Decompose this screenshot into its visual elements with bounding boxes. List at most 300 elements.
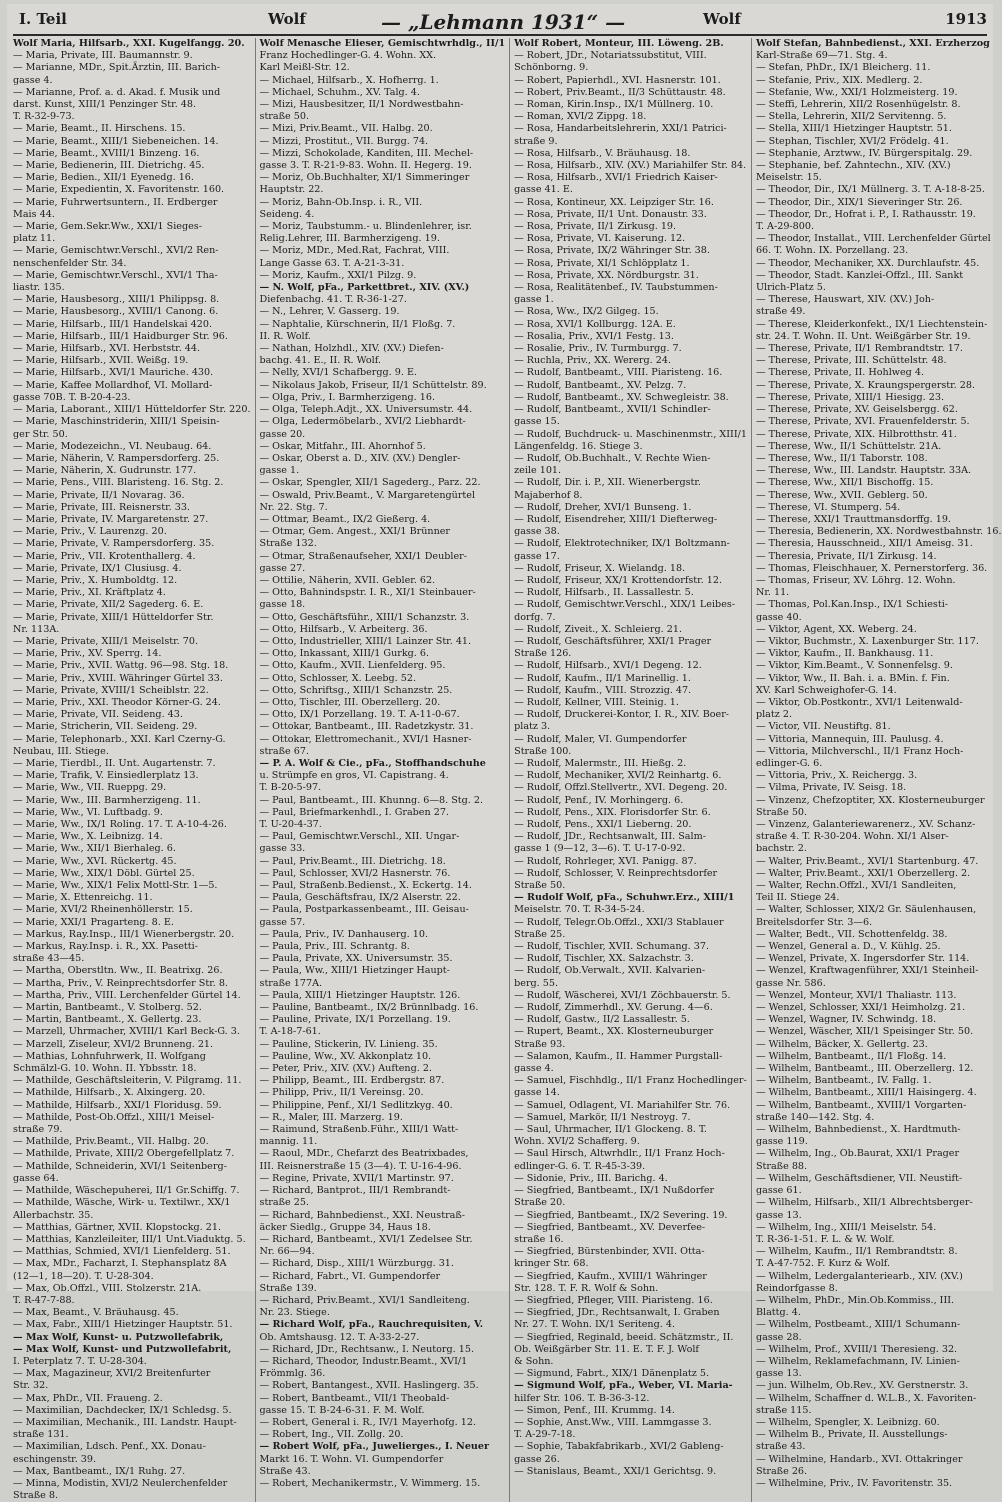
directory-entry: Markt 16. T. Wohn. VI. Gumpendorfer bbox=[259, 1453, 444, 1465]
directory-entry: — Moriz, Ob.Buchhalter, XI/1 Simmeringer bbox=[259, 172, 470, 184]
directory-entry: — Marie, Private, IX/1 Clusiusg. 4. bbox=[13, 562, 182, 574]
directory-entry: — Raoul, MDr., Chefarzt des Beatrixbades, bbox=[259, 1148, 469, 1160]
directory-entry: — Oskar, Spengler, XII/1 Sagederg., Parz. 22. bbox=[259, 477, 481, 489]
directory-entry: — Therese, Private, XIX. Hilbrotthstr. 41. bbox=[755, 428, 957, 440]
directory-entry: gasse 1 (9—12, 3—6). T. U-17-0-92. bbox=[514, 843, 686, 855]
directory-entry: gasse 26. bbox=[514, 1453, 560, 1465]
directory-entry: Straße 88. bbox=[755, 1160, 808, 1172]
directory-entry: — Rupert, Beamt., XX. Klosterneuburger bbox=[514, 1026, 714, 1038]
directory-entry: — Marie, Hilfsarb., XVI. Herbststr. 44. bbox=[13, 343, 201, 355]
directory-entry: — Therese, Private, XV. Geiselsbergg. 62. bbox=[755, 404, 958, 416]
directory-entry: — Richard, Bantbeamt., XVI/1 Zedelsee Str. bbox=[259, 1233, 473, 1245]
directory-entry: — Marie, Priv., VII. Krotenthallerg. 4. bbox=[13, 550, 196, 562]
directory-entry: Str. 128. T. F. R. Wolf & Sohn. bbox=[514, 1282, 659, 1294]
column-2 bbox=[255, 38, 506, 1502]
directory-entry: — Nathan, Holzhdl., XIV. (XV.) Diefen- bbox=[259, 343, 444, 355]
directory-entry: — Robert Wolf, pFa., Juwelierges., I. Neuer bbox=[259, 1441, 490, 1453]
directory-entry: gasse 40. bbox=[755, 611, 802, 623]
directory-entry: — Viktor, Kim.Beamt., V. Sonnenfelsg. 9. bbox=[755, 660, 953, 672]
directory-entry: straße 43—45. bbox=[13, 953, 85, 965]
directory-entry: T. R-47-7-88. bbox=[13, 1294, 75, 1306]
directory-entry: — Marie, Bedien., XII/1 Eyenedg. 16. bbox=[13, 172, 194, 184]
directory-entry: — Raimund, Straßenb.Führ., XIII/1 Watt- bbox=[259, 1124, 459, 1136]
directory-entry: — Marie, Näherin, X. Gudrunstr. 177. bbox=[13, 465, 197, 477]
directory-entry: — Stella, XIII/1 Hietzinger Hauptstr. 51. bbox=[755, 123, 952, 135]
directory-entry: Straße 139. bbox=[259, 1282, 317, 1294]
directory-entry: — Otto, Bahnindspstr. I. R., XI/1 Steinbauer- bbox=[259, 587, 476, 599]
directory-entry: T. A-29-800. bbox=[755, 221, 815, 233]
directory-entry: — Marie, Maschinstriderin, XIII/1 Speisin- bbox=[13, 416, 220, 428]
directory-entry: — Rudolf, Penf., IV. Morhingerg. 6. bbox=[514, 794, 684, 806]
directory-entry: — Wenzel, Schlosser, XXI/1 Heimholzg. 21. bbox=[755, 1002, 966, 1014]
directory-entry: — Marie, Private, III. Reisnerstr. 33. bbox=[13, 501, 190, 513]
directory-entry: — Nelly, XVI/1 Schafbergg. 9. E. bbox=[259, 367, 417, 379]
directory-entry: — Robert, JDr., Notariatssubstitut, VIII. bbox=[514, 50, 707, 62]
directory-entry: — Rudolf, JDr., Rechtsanwalt, III. Salm- bbox=[514, 831, 706, 843]
directory-entry: — Marie, Ww., XVI. Rückertg. 45. bbox=[13, 855, 177, 867]
directory-entry: — Wilhelm, Reklamefachmann, IV. Linien- bbox=[755, 1355, 960, 1367]
directory-entry: — Robert, Priv.Beamt., II/3 Schüttaustr. 48. bbox=[514, 86, 726, 98]
directory-entry: straße 50. bbox=[259, 111, 310, 123]
directory-entry: — Therese, Private, XIII/1 Hiesigg. 23. bbox=[755, 391, 945, 403]
column-3 bbox=[509, 38, 747, 1502]
directory-entry: — Marie, Hausbesorg., XIII/1 Philippsg. 8. bbox=[13, 294, 220, 306]
directory-entry: edlinger-G. 6. bbox=[755, 757, 823, 769]
directory-entry: Straße 126. bbox=[514, 648, 572, 660]
directory-entry: — Olga, Teleph.Adjt., XX. Universumstr. 44. bbox=[259, 404, 473, 416]
directory-entry: Straße 93. bbox=[514, 1038, 566, 1050]
directory-entry: — Marie, Trafik, V. Einsiedlerplatz 13. bbox=[13, 770, 199, 782]
directory-entry: — Moriz, Taubstumm.- u. Blindenlehrer, isr. bbox=[259, 221, 472, 233]
directory-entry: — Robert, Ing., VII. Zollg. 20. bbox=[259, 1429, 404, 1441]
directory-entry: — Wenzel, Kraftwagenführer, XXI/1 Steinheil- bbox=[755, 965, 979, 977]
directory-entry: — Viktor, Kaufm., II. Bankhausg. 11. bbox=[755, 648, 934, 660]
directory-entry: — Maria, Private, III. Baumannstr. 9. bbox=[13, 50, 193, 62]
directory-entry: — Rosa, Private, IX/2 Währinger Str. 38. bbox=[514, 245, 710, 257]
directory-entry: Lange Gasse 63. T. A-21-3-31. bbox=[259, 257, 405, 269]
directory-entry: — Wilhelm, Ing., XIII/1 Meiselstr. 54. bbox=[755, 1221, 937, 1233]
directory-entry: — Rosa, Realitätenbef., IV. Taubstummen- bbox=[514, 282, 718, 294]
directory-entry: — Theresia, Private, II/1 Zirkusg. 14. bbox=[755, 550, 937, 562]
directory-entry: — Siegfried, Bantbeamt., IX/2 Severing. 19. bbox=[514, 1209, 728, 1221]
directory-entry: — Max, Fabr., XIII/1 Hietzinger Hauptstr. 51. bbox=[13, 1319, 233, 1331]
directory-entry: — Paul, Bantbeamt., III. Khunng. 6—8. Stg. 2. bbox=[259, 794, 484, 806]
directory-entry: Nr. 66—94. bbox=[259, 1246, 315, 1258]
directory-entry: — Rudolf, Bantbeamt., XVII/1 Schindler- bbox=[514, 404, 711, 416]
directory-entry: — Robert, Bantbeamt., VII/1 Theobald- bbox=[259, 1392, 450, 1404]
directory-entry: — Minna, Modistin, XVI/2 Neulerchenfelder bbox=[13, 1477, 228, 1489]
directory-entry: — Marie, Hilfsarb., III/1 Handelskai 420. bbox=[13, 318, 213, 330]
directory-entry: Nr. 11. bbox=[755, 587, 790, 599]
directory-entry: gasse 119. bbox=[755, 1136, 808, 1148]
directory-entry: straße 140—142. Stg. 4. bbox=[755, 1111, 875, 1123]
directory-entry: — Robert, Papierhdl., XVI. Hasnerstr. 101. bbox=[514, 74, 721, 86]
directory-entry: — Moriz, Bahn-Ob.Insp. i. R., VII. bbox=[259, 196, 423, 208]
directory-entry: — Paula, Postparkassenbeamt., III. Geisau- bbox=[259, 904, 469, 916]
directory-entry: Wolf Maria, Hilfsarb., XXI. Kugelfangg. 20. bbox=[13, 38, 245, 49]
directory-entry: — Paul, Gemischtwr.Verschl., XII. Ungar- bbox=[259, 831, 460, 843]
directory-entry: — Samuel, Odlagent, VI. Mariahilfer Str. 76. bbox=[514, 1099, 731, 1111]
directory-entry: — Robert, Mechanikermstr., V. Wimmerg. 15. bbox=[259, 1477, 481, 1489]
directory-entry: — Wilhelm, Bantbeamt., III. Oberzellerg. 12. bbox=[755, 1063, 974, 1075]
directory-entry: Straße 25. bbox=[514, 928, 566, 940]
directory-entry: — Vittoria, Milchverschl., II/1 Franz Hoch- bbox=[755, 745, 964, 757]
directory-entry: — Wilhelm, Bantbeamt., XIII/1 Haisingerg. 4. bbox=[755, 1087, 977, 1099]
directory-entry: Ob. Amtshausg. 12. T. A-33-2-27. bbox=[259, 1331, 420, 1343]
directory-entry: — Martin, Bantbeamt., X. Gellertg. 23. bbox=[13, 1014, 202, 1026]
directory-entry: gasse 28. bbox=[755, 1331, 802, 1343]
directory-entry: — Vittoria, Priv., X. Reichergg. 3. bbox=[755, 770, 918, 782]
directory-entry: — Philipp, Priv., II/1 Vereinsg. 20. bbox=[259, 1087, 424, 1099]
directory-entry: — Mizi, Hausbesitzer, II/1 Nordwestbahn- bbox=[259, 99, 464, 111]
directory-entry: — Therese, Kleiderkonfekt., IX/1 Liechtenstein- bbox=[755, 318, 988, 330]
directory-entry: — Wilhelm, Spengler, X. Leibnizg. 60. bbox=[755, 1416, 940, 1428]
directory-entry: gasse Nr. 586. bbox=[755, 977, 826, 989]
directory-entry: — Rudolf, Ob.Buchhalt., V. Rechte Wien- bbox=[514, 452, 711, 464]
directory-entry: — Rosa, Private, XI/1 Schlöpplatz 1. bbox=[514, 257, 690, 269]
directory-entry: — Robert, Bantangest., XVII. Haslingerg. 35. bbox=[259, 1380, 479, 1392]
directory-entry: — Wilhelm, Bahnbedienst., X. Hardtmuth- bbox=[755, 1124, 961, 1136]
directory-entry: Straße 43. bbox=[259, 1465, 311, 1477]
directory-entry: — Otto, Kaufm., XVII. Lienfelderg. 95. bbox=[259, 660, 446, 672]
directory-entry: Wolf Stefan, Bahnbedienst., XXI. Erzherzog bbox=[755, 38, 990, 49]
directory-entry: Straße 8. bbox=[13, 1490, 59, 1502]
directory-entry: — Walter, Rechn.Offzl., XVI/1 Sandleiten, bbox=[755, 880, 957, 892]
directory-entry: platz 11. bbox=[13, 233, 56, 245]
directory-entry: — Max, Bantbeamt., IX/1 Ruhg. 27. bbox=[13, 1465, 186, 1477]
column-4 bbox=[751, 38, 1002, 1502]
directory-entry: — Rosa, Hilfsarb., XVI/1 Friedrich Kaiser- bbox=[514, 172, 718, 184]
entry-columns bbox=[13, 38, 1002, 1502]
directory-entry: — Theodor, Mechaniker, XX. Durchlaufstr. 45. bbox=[755, 257, 980, 269]
directory-entry: — Theodor, Dir., XIX/1 Sieveringer Str. 26. bbox=[755, 196, 963, 208]
directory-entry: — Marie, Private, II/1 Novarag. 36. bbox=[13, 489, 185, 501]
directory-entry: — Wilhelmine, Handarb., XVI. Ottakringer bbox=[755, 1453, 963, 1465]
directory-entry: Straße 132. bbox=[259, 538, 317, 550]
directory-entry: gasse 61. bbox=[755, 1185, 802, 1197]
directory-entry: — Vittoria, Mannequin, III. Paulusg. 4. bbox=[755, 733, 944, 745]
directory-entry: Nr. 23. Stiege. bbox=[259, 1307, 330, 1319]
directory-entry: — Rudolf, Eisendreher, XIII/1 Diefterweg- bbox=[514, 513, 718, 525]
directory-entry: Meiselstr. 70. T. R-34-5-24. bbox=[514, 904, 645, 916]
directory-entry: — Otmar, Gem. Angest., XXI/1 Brünner bbox=[259, 526, 451, 538]
directory-entry: — Richard, Disp., XIII/1 Würzburgg. 31. bbox=[259, 1258, 454, 1270]
directory-entry: — Viktor, Ob.Postkontr., XVI/1 Leitenwald- bbox=[755, 696, 963, 708]
directory-entry: — Rudolf, Gastw., II/2 Lassallestr. 5. bbox=[514, 1014, 690, 1026]
directory-entry: — Markus, Ray.Insp., III/1 Wienerbergstr. 20. bbox=[13, 928, 235, 940]
directory-entry: — Marie, Bedienerin, III. Dietrichg. 45. bbox=[13, 160, 205, 172]
directory-entry: — Richard, Priv.Beamt., XVI/1 Sandleiteng. bbox=[259, 1294, 470, 1306]
directory-entry: — Rudolf, Friseur, XX/1 Krottendorfstr. 12. bbox=[514, 574, 723, 586]
directory-entry: — Rudolf, Kaufm., II/1 Marinellig. 1. bbox=[514, 672, 691, 684]
directory-entry: str. 24. T. Wohn. II. Unt. Weißgärber Str. 19. bbox=[755, 330, 971, 342]
directory-entry: — Theresia, Hausschneid., XII/1 Ameisg. 31. bbox=[755, 538, 973, 550]
directory-entry: — Theodor, Dir., IX/1 Müllnerg. 3. T. A-18-8-25. bbox=[755, 184, 985, 196]
directory-entry: bachstr. 2. bbox=[755, 843, 807, 855]
directory-entry: — Marie, Private, XIII/1 Meiselstr. 70. bbox=[13, 635, 198, 647]
directory-entry: — Wilhelm, Postbeamt., XIII/1 Schumann- bbox=[755, 1319, 961, 1331]
directory-entry: — Naphtalie, Kürschnerin, II/1 Floßg. 7. bbox=[259, 318, 456, 330]
directory-entry: — Therese, Ww., II/1 Taborstr. 108. bbox=[755, 452, 928, 464]
directory-entry: — Victor, VII. Neustiftg. 81. bbox=[755, 721, 891, 733]
directory-entry: — Michael, Hilfsarb., X. Hofherrg. 1. bbox=[259, 74, 439, 86]
directory-entry: Straße 50. bbox=[514, 880, 566, 892]
directory-entry: — Ottokar, Elettromechanit., XVI/1 Hasner- bbox=[259, 733, 472, 745]
directory-entry: — Wilhelm, Ledergalanteriearb., XIV. (XV.) bbox=[755, 1270, 963, 1282]
directory-entry: — Stefanie, Priv., XIX. Medlerg. 2. bbox=[755, 74, 923, 86]
directory-entry: — Sophie, Tabakfabrikarb., XVI/2 Gableng- bbox=[514, 1441, 724, 1453]
directory-entry: — Max, Magazineur, XVI/2 Breitenfurter bbox=[13, 1368, 211, 1380]
directory-entry: gasse 14. bbox=[514, 1087, 560, 1099]
directory-entry: gasse 27. bbox=[259, 562, 306, 574]
directory-entry: — Sophie, Anst.Ww., VIII. Lammgasse 3. bbox=[514, 1416, 712, 1428]
directory-entry: — Marie, Telephonarb., XXI. Karl Czerny-G. bbox=[13, 733, 226, 745]
directory-entry: — Marie, Hilfsarb., XVI/1 Mauriche. 430. bbox=[13, 367, 214, 379]
directory-entry: — Walter, Schlosser, XIX/2 Gr. Säulenhausen, bbox=[755, 904, 977, 916]
directory-entry: — Siegfried, Bantbeamt., XV. Deverfee- bbox=[514, 1221, 706, 1233]
directory-entry: — Wenzel, Wagner, IV. Schwindg. 18. bbox=[755, 1014, 937, 1026]
directory-entry: — Mathilde, Schneiderin, XVI/1 Seitenberg- bbox=[13, 1160, 227, 1172]
directory-entry: — Paul, Schlosser, XVI/2 Hasnerstr. 76. bbox=[259, 867, 451, 879]
directory-entry: — Richard, Bantprot., III/1 Rembrandt- bbox=[259, 1185, 451, 1197]
directory-entry: — Paula, XIII/1 Hietzinger Hauptstr. 126. bbox=[259, 989, 461, 1001]
directory-entry: — Maximilian, Ldsch. Penf., XX. Donau- bbox=[13, 1441, 206, 1453]
directory-entry: — Rosa, Private, XX. Nördburgstr. 31. bbox=[514, 269, 699, 281]
part-label: I. Teil bbox=[19, 10, 67, 28]
directory-entry: — Marie, Private, XVIII/1 Scheiblstr. 22. bbox=[13, 684, 209, 696]
directory-entry: Blattg. 4. bbox=[755, 1307, 801, 1319]
directory-entry: eschingenstr. 39. bbox=[13, 1453, 97, 1465]
directory-entry: — Paula, Geschäftsfrau, IX/2 Alserstr. 22. bbox=[259, 892, 461, 904]
directory-entry: gasse 33. bbox=[259, 843, 306, 855]
directory-entry: — Matthias, Kanzleileiter, III/1 Unt.Viaduktg. 5. bbox=[13, 1233, 246, 1245]
directory-entry: — Marie, Gem.Sekr.Ww., XXI/1 Sieges- bbox=[13, 221, 202, 233]
directory-entry: — Otmar, Straßenaufseher, XXI/1 Deubler- bbox=[259, 550, 467, 562]
directory-entry: — Max, PhDr., VII. Fraueng. 2. bbox=[13, 1392, 163, 1404]
directory-entry: — Wilhelm, Bäcker, X. Gellertg. 23. bbox=[755, 1038, 928, 1050]
directory-entry: — Therese, Private, XVI. Frauenfelderstr. 5. bbox=[755, 416, 970, 428]
directory-entry: — Ottilie, Näherin, XVII. Gebler. 62. bbox=[259, 574, 436, 586]
directory-entry: Allerbachstr. 35. bbox=[13, 1209, 94, 1221]
directory-entry: — Richard, Fabrt., VI. Gumpendorfer bbox=[259, 1270, 441, 1282]
directory-entry: gasse 4. bbox=[13, 74, 53, 86]
directory-entry: — Marie, XXI/1 Pragarteng. 8. E. bbox=[13, 916, 174, 928]
directory-entry: — Marzell, Uhrmacher, XVIII/1 Karl Beck-G. 3. bbox=[13, 1026, 240, 1038]
directory-entry: — Rosa, Hilfsarb., V. Bräuhausg. 18. bbox=[514, 147, 691, 159]
directory-entry: — Marie, Hausbesorg., XVIII/1 Canong. 6. bbox=[13, 306, 219, 318]
directory-entry: Karl Meißl-Str. 12. bbox=[259, 62, 350, 74]
directory-entry: — Rosalie, Priv., IV. Turmburgg. 7. bbox=[514, 343, 682, 355]
directory-entry: — Rosa, Private, II/1 Unt. Donaustr. 33. bbox=[514, 208, 707, 220]
directory-entry: — Vinzenz, Chefzoptiter, XX. Klosterneuburger bbox=[755, 794, 985, 806]
directory-entry: — Rosa, Kontineur, XX. Leipziger Str. 16. bbox=[514, 196, 714, 208]
directory-entry: äcker Siedlg., Gruppe 34, Haus 18. bbox=[259, 1221, 431, 1233]
directory-entry: — Marie, Modezeichn., VI. Neubaug. 64. bbox=[13, 440, 212, 452]
directory-entry: Straße 20. bbox=[514, 1197, 566, 1209]
directory-entry: Breitelsdorfer Str. 3—6. bbox=[755, 916, 873, 928]
directory-entry: — Moriz, Kaufm., XXI/1 Pilzg. 9. bbox=[259, 269, 417, 281]
directory-entry: — Otto, Schlosser, X. Leebg. 52. bbox=[259, 672, 417, 684]
directory-entry: — Rudolf, Tischler, XX. Salzachstr. 3. bbox=[514, 953, 694, 965]
directory-entry: — Mathilde, Priv.Beamt., VII. Halbg. 20. bbox=[13, 1136, 209, 1148]
directory-entry: gasse 57. bbox=[259, 916, 306, 928]
directory-entry: — Walter, Priv.Beamt., XXI/1 Oberzellerg. 2. bbox=[755, 867, 971, 879]
directory-entry: — Max, Ob.Offzl., VIII. Stolzerstr. 21A. bbox=[13, 1282, 202, 1294]
directory-entry: — Wilhelm, PhDr., Min.Ob.Kommiss., III. bbox=[755, 1294, 955, 1306]
directory-entry: — Philippine, Penf., XI/1 Sedlitzkyg. 40. bbox=[259, 1099, 453, 1111]
directory-entry: — Sigmund Wolf, pFa., Weber, VI. Maria- bbox=[514, 1380, 733, 1392]
directory-entry: — Roman, XVI/2 Zippg. 18. bbox=[514, 111, 647, 123]
directory-entry: — N., Lehrer, V. Gasserg. 19. bbox=[259, 306, 400, 318]
directory-entry: — Matthias, Schmied, XVI/1 Lienfelderg. 51. bbox=[13, 1246, 231, 1258]
directory-entry: — Markus, Ray.Insp. i. R., XX. Pasetti- bbox=[13, 941, 198, 953]
directory-entry: — Peter, Priv., XIV. (XV.) Aufteng. 2. bbox=[259, 1063, 432, 1075]
directory-entry: gasse 41. E. bbox=[514, 184, 573, 196]
directory-entry: — Marie, XVI/2 Rheinenhöllerstr. 15. bbox=[13, 904, 193, 916]
directory-entry: & Sohn. bbox=[514, 1355, 554, 1367]
directory-entry: — Paula, Ww., XIII/1 Hietzinger Haupt- bbox=[259, 965, 450, 977]
directory-entry: — Saul Hirsch, Altwrhdlr., II/1 Franz Hoch- bbox=[514, 1148, 725, 1160]
directory-entry: dorfg. 7. bbox=[514, 611, 556, 623]
directory-entry: — Marie, Priv., XV. Sperrg. 14. bbox=[13, 648, 162, 660]
directory-entry: — Max, Beamt., V. Bräuhausg. 45. bbox=[13, 1307, 179, 1319]
directory-entry: straße 177A. bbox=[259, 977, 323, 989]
directory-entry: — Marie, Näherin, V. Rampersdorferg. 25. bbox=[13, 452, 220, 464]
directory-entry: — Wilhelm, Geschäftsdiener, VII. Neustift- bbox=[755, 1172, 963, 1184]
directory-entry: (12—1, 18—20). T. U-28-304. bbox=[13, 1270, 154, 1282]
directory-entry: — Therese, Private, X. Kraungspergerstr. 28. bbox=[755, 379, 975, 391]
directory-entry: kringer Str. 68. bbox=[514, 1258, 589, 1270]
directory-entry: gasse 64. bbox=[13, 1172, 59, 1184]
directory-entry: — Richard, JDr., Rechtsanw., I. Neutorg. 15. bbox=[259, 1343, 474, 1355]
directory-entry: — Walter, Priv.Beamt., XVI/1 Startenburg. 47. bbox=[755, 855, 979, 867]
directory-entry: — Theodor, Stadt. Kanzlei-Offzl., III. Sankt bbox=[755, 269, 964, 281]
directory-entry: — Rudolf, Buchdruck- u. Maschinenmstr., XIII/1 bbox=[514, 428, 747, 440]
directory-entry: — Mizzi, Prostitut., VII. Burgg. 74. bbox=[259, 135, 429, 147]
directory-entry: — Mathias, Lohnfuhrwerk, II. Wolfgang bbox=[13, 1050, 206, 1062]
directory-entry: — Rudolf, Maler, VI. Gumpendorfer bbox=[514, 733, 687, 745]
directory-entry: platz 3. bbox=[514, 721, 551, 733]
directory-entry: — Marie, Gemischtwr.Verschl., XVI/1 Tha- bbox=[13, 269, 218, 281]
directory-entry: — Rudolf, Pens., XXI/1 Lieberng. 20. bbox=[514, 819, 692, 830]
directory-entry: — Maria, Laborant., XIII/1 Hütteldorfer Str. 220. bbox=[13, 404, 251, 416]
directory-entry: Straße 50. bbox=[755, 806, 808, 818]
directory-entry: — Vilma, Private, IV. Seisg. 18. bbox=[755, 782, 907, 794]
directory-entry: — Thomas, Friseur, XV. Löhrg. 12. Wohn. bbox=[755, 574, 956, 586]
directory-entry: Nr. 27. T. Wohn. IX/1 Seriteng. 4. bbox=[514, 1319, 676, 1331]
directory-title: — „Lehmann 1931“ — bbox=[381, 10, 626, 34]
directory-entry: — Otto, Tischler, III. Oberzellerg. 20. bbox=[259, 696, 441, 708]
directory-entry: liastr. 135. bbox=[13, 282, 65, 294]
directory-entry: — Marie, Private, IV. Margaretenstr. 27. bbox=[13, 513, 209, 525]
directory-entry: — Wilhelm B., Private, II. Ausstellungs- bbox=[755, 1429, 948, 1441]
directory-entry: — Mathilde, Geschäftsleiterin, V. Pilgramg. 11. bbox=[13, 1075, 242, 1087]
directory-entry: — Rudolf, Bantbeamt., XV. Pelzg. 7. bbox=[514, 379, 687, 391]
directory-entry: T. A-47-752. F. Kurz & Wolf. bbox=[755, 1258, 891, 1270]
directory-entry: — Paula, Priv., IV. Danhauserg. 10. bbox=[259, 928, 429, 940]
directory-entry: — Rudolf, Telegr.Ob.Offzl., XXI/3 Stablauer bbox=[514, 916, 724, 928]
directory-entry: II. R. Wolf. bbox=[259, 330, 311, 342]
directory-entry: Neubau, III. Stiege. bbox=[13, 745, 109, 757]
column-1 bbox=[13, 38, 251, 1502]
directory-entry: — Stanislaus, Beamt., XXI/1 Gerichtsg. 9. bbox=[514, 1465, 717, 1477]
directory-entry: — Siegfried, Bürstenbinder, XVII. Otta- bbox=[514, 1246, 705, 1258]
directory-entry: — Simon, Penf., III. Krummg. 14. bbox=[514, 1404, 675, 1416]
directory-entry: — Oskar, Mitfahr., III. Ahornhof 5. bbox=[259, 440, 426, 452]
directory-entry: — Roman, Kirin.Insp., IX/1 Müllnerg. 10. bbox=[514, 99, 714, 111]
directory-entry: — Olga, Priv., I. Barmherzigeng. 16. bbox=[259, 391, 436, 403]
directory-entry: — Therese, Hauswart, XIV. (XV.) Joh- bbox=[755, 294, 935, 306]
directory-entry: — Marie, X. Ettenreichg. 11. bbox=[13, 892, 153, 904]
directory-entry: — Oskar, Oberst a. D., XIV. (XV.) Dengler- bbox=[259, 452, 461, 464]
directory-entry: — Siegfried, JDr., Rechtsanwalt, I. Graben bbox=[514, 1307, 720, 1319]
directory-entry: — Mizzi, Schokolade, Kanditen, III. Mechel- bbox=[259, 147, 474, 159]
directory-entry: — R., Maler, III. Marzerg. 19. bbox=[259, 1111, 403, 1123]
directory-entry: straße 25. bbox=[259, 1197, 310, 1209]
directory-entry: — Ottmar, Beamt., IX/2 Gießerg. 4. bbox=[259, 513, 431, 525]
directory-entry: — Marie, Stricherin, VII. Seideng. 29. bbox=[13, 721, 198, 733]
directory-entry: — Rosa, Ww., IX/2 Gilgeg. 15. bbox=[514, 306, 659, 318]
directory-entry: — Mathilde, Private, XIII/2 Obergefellplatz 7. bbox=[13, 1148, 235, 1160]
directory-entry: — Marie, Private, VII. Seideng. 43. bbox=[13, 709, 183, 721]
directory-entry: — Robert, General i. R., IV/1 Mayerhofg. 12. bbox=[259, 1416, 477, 1428]
directory-entry: — Marie, Hilfsarb., XVII. Weißg. 19. bbox=[13, 355, 189, 367]
directory-entry: — Stephanie, bef. Zahntechn., XIV. (XV.) bbox=[755, 160, 951, 172]
directory-entry: Majaberhof 8. bbox=[514, 489, 583, 501]
directory-entry: Nr. 113A. bbox=[13, 623, 60, 635]
directory-entry: — Rudolf, Elektrotechniker, IX/1 Boltzmann- bbox=[514, 538, 730, 550]
directory-entry: — Rudolf, Schlosser, V. Reinprechtsdorfer bbox=[514, 867, 718, 879]
directory-entry: — Viktor, Agent, XX. Weberg. 24. bbox=[755, 623, 917, 635]
directory-entry: 66. T. Wohn. IX. Porzellang. 23. bbox=[755, 245, 909, 257]
directory-entry: — Rosa, XVI/1 Kollburgg. 12A. E. bbox=[514, 318, 676, 330]
directory-entry: — Rudolf, Bantbeamt., VIII. Piaristeng. 16. bbox=[514, 367, 723, 379]
directory-entry: — Wilhelm, Bantbeamt., II/1 Floßg. 14. bbox=[755, 1050, 947, 1062]
directory-entry: gasse 20. bbox=[259, 428, 306, 440]
directory-entry: — Thomas, Fleischhauer, X. Pernerstorferg. 36. bbox=[755, 562, 988, 574]
directory-entry: — Viktor, Buchmstr., X. Laxenburger Str. 117. bbox=[755, 635, 979, 647]
directory-entry: gasse 1. bbox=[259, 465, 300, 477]
directory-entry: — Max, MDr., Facharzt, I. Stephansplatz 8A bbox=[13, 1258, 227, 1270]
directory-entry: Seideng. 4. bbox=[259, 208, 315, 220]
directory-entry: — Therese, XXI/1 Trauttmansdorffg. 19. bbox=[755, 513, 951, 525]
directory-entry: straße 131. bbox=[13, 1429, 69, 1441]
directory-entry: Ob. Weißgärber Str. 11. E. T. F. J. Wolf bbox=[514, 1343, 699, 1355]
directory-entry: — Rudolf, Dir. i. P., XII. Wienerbergstr. bbox=[514, 477, 701, 489]
directory-entry: Relig.Lehrer, III. Barmherzigeng. 19. bbox=[259, 233, 440, 245]
directory-entry: Meiselstr. 15. bbox=[755, 172, 822, 184]
directory-entry: — Rosa, Private, VI. Kaiserung. 12. bbox=[514, 233, 686, 245]
directory-entry: Karl-Straße 69—71. Stg. 4. bbox=[755, 50, 888, 62]
directory-entry: — Olga, Ledermöbelarb., XVI/2 Liebhardt- bbox=[259, 416, 466, 428]
directory-entry: — Marie, Ww., VII. Rueppg. 29. bbox=[13, 782, 167, 794]
running-head-left: Wolf bbox=[268, 10, 306, 28]
directory-entry: — Wenzel, Wäscher, XII/1 Speisinger Str. 50. bbox=[755, 1026, 974, 1038]
directory-entry: — Therese, Ww., II/1 Schüttelstr. 21A. bbox=[755, 440, 942, 452]
directory-entry: — Marie, Priv., XVII. Wattg. 96—98. Stg. 18. bbox=[13, 660, 229, 672]
directory-entry: — Theodor, Installat., VIII. Lerchenfelder Gürtel bbox=[755, 233, 991, 245]
directory-entry: — N. Wolf, pFa., Parkettbret., XIV. (XV.) bbox=[259, 282, 470, 294]
directory-entry: — Philipp, Beamt., III. Erdbergstr. 87. bbox=[259, 1075, 445, 1087]
directory-entry: — Moriz, MDr., Med.Rat, Fachrat, VIII. bbox=[259, 245, 450, 257]
directory-page bbox=[7, 4, 1002, 1502]
directory-entry: — Wilhelm, Schaffner d. W.L.B., X. Favoriten- bbox=[755, 1392, 977, 1404]
directory-entry: gasse 38. bbox=[514, 526, 560, 538]
directory-entry: — Viktor, Ww., II. Bah. i. a. BMin. f. Fin. bbox=[755, 672, 950, 684]
directory-entry: — Otto, Industrieller, XIII/1 Lainzer Str. 41. bbox=[259, 635, 472, 647]
directory-entry: — Walter, Bedt., VII. Schottenfeldg. 38. bbox=[755, 928, 948, 940]
directory-entry: — Richard, Bahnbedienst., XXI. Neustraß- bbox=[259, 1209, 466, 1221]
